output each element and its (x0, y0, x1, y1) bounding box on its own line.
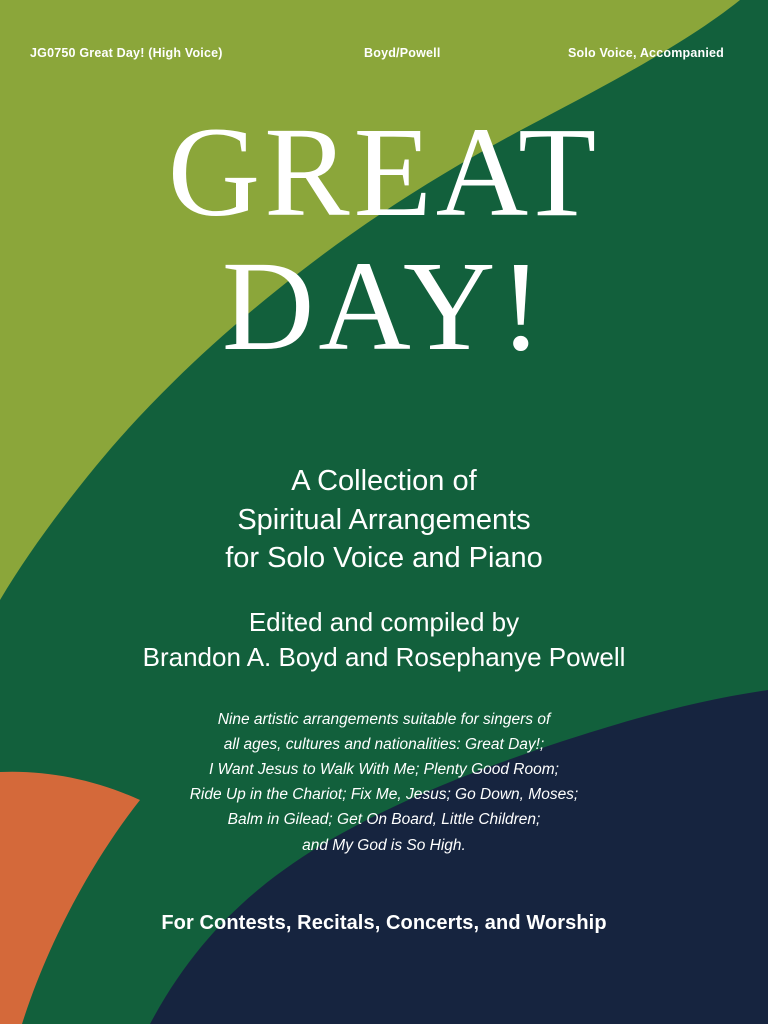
blurb-line-2: all ages, cultures and nationalities: Great Day!; (223, 736, 545, 754)
subtitle-line-1: A Collection of (291, 465, 477, 497)
title-line-1: GREAT (167, 101, 601, 243)
blurb-line-1: Nine artistic arrangements suitable for singers of (217, 711, 551, 728)
usage-tagline: For Contests, Recitals, Concerts, and Worship (161, 912, 607, 934)
editor-credit (0, 605, 768, 675)
editor-line-2: Brandon A. Boyd and Rosephanye Powell (142, 642, 626, 673)
subtitle-line-3: for Solo Voice and Piano (225, 542, 543, 575)
subtitle-line-2: Spiritual Arrangements (237, 503, 531, 536)
catalog-number: JG0750 Great Day! (High Voice) (30, 46, 223, 60)
composer-credit: Boyd/Powell (364, 46, 441, 60)
title-line-2: DAY! (221, 234, 547, 377)
editor-line-1: Edited and compiled by (248, 607, 520, 637)
blurb-line-4: Ride Up in the Chariot; Fix Me, Jesus; Go Down, Moses; (189, 786, 579, 804)
voicing-label: Solo Voice, Accompanied (567, 46, 724, 60)
header-meta-row (0, 46, 768, 66)
page-title (0, 101, 768, 377)
contents-description (0, 707, 768, 858)
subtitle (0, 462, 768, 578)
blurb-line-6: and My God is So High. (302, 836, 466, 854)
blurb-line-3: I Want Jesus to Walk With Me; Plenty Good Room; (209, 761, 559, 779)
blurb-line-5: Balm in Gilead; Get On Board, Little Children; (227, 811, 541, 829)
